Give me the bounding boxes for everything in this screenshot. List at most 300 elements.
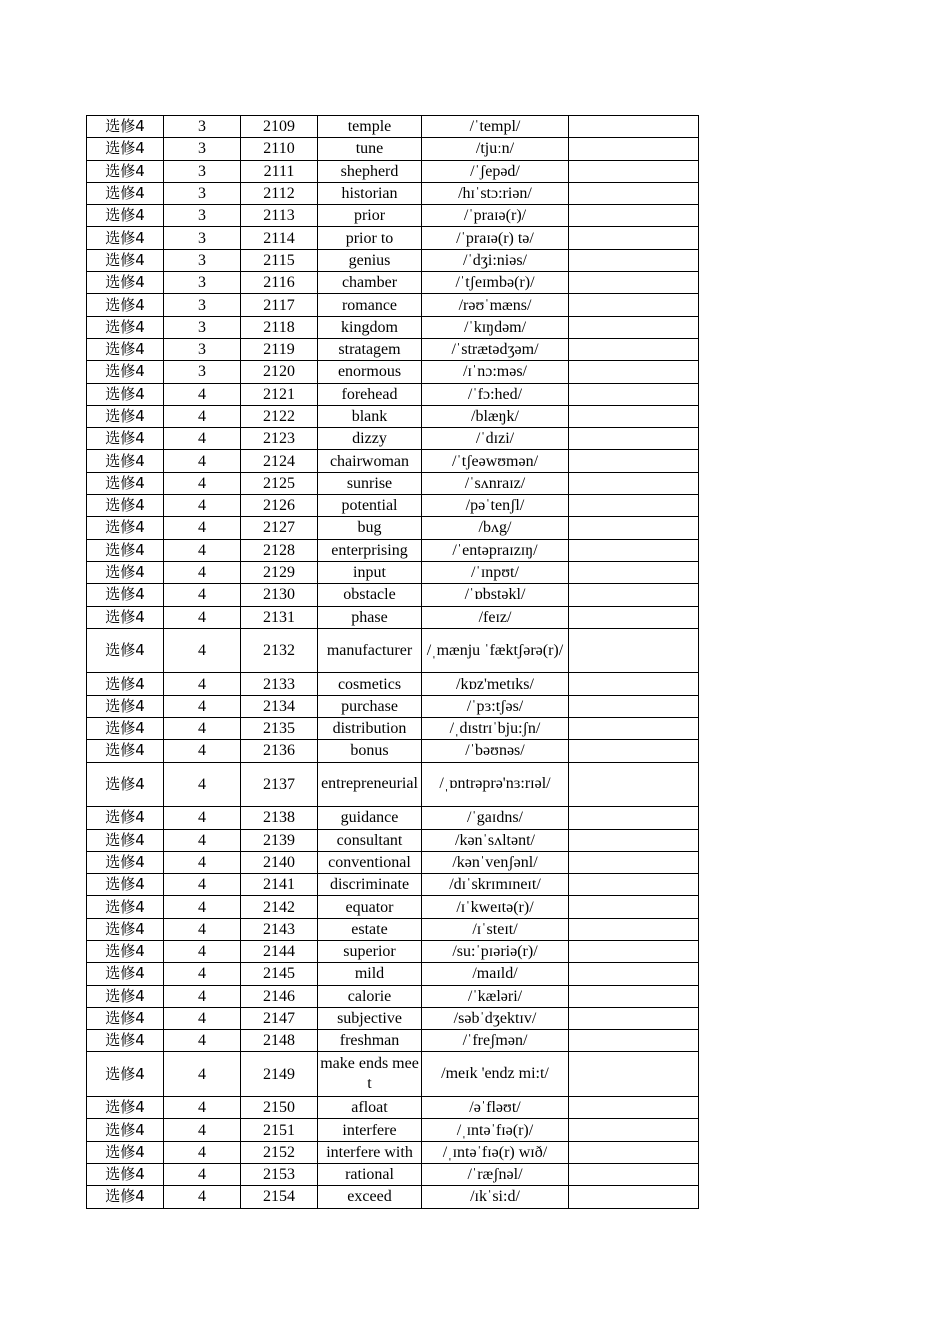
word-cell: mild [318,963,422,985]
note-cell [569,450,699,472]
phonetic-cell: /ˈpraɪə(r) tə/ [422,227,569,249]
word-number-cell: 2115 [241,249,318,271]
word-number-cell: 2145 [241,963,318,985]
word-cell: superior [318,940,422,962]
word-cell: bug [318,517,422,539]
word-number-cell: 2146 [241,985,318,1007]
word-cell: entrepreneurial [318,762,422,807]
book-cell: 选修4 [87,383,164,405]
word-number-cell: 2113 [241,205,318,227]
book-cell: 选修4 [87,450,164,472]
unit-cell: 4 [164,762,241,807]
word-cell: stratagem [318,338,422,360]
book-cell: 选修4 [87,851,164,873]
table-row [87,628,699,673]
note-cell [569,762,699,807]
table-row [87,272,699,294]
word-cell: blank [318,405,422,427]
note-cell [569,1097,699,1119]
phonetic-cell: /ˈbəʊnəs/ [422,740,569,762]
unit-cell: 3 [164,361,241,383]
phonetic-cell: /rəʊˈmæns/ [422,294,569,316]
note-cell [569,918,699,940]
phonetic-cell: /ˌɒntrəprə'nɜ:rɪəl/ [422,762,569,807]
word-cell: rational [318,1163,422,1185]
unit-cell: 4 [164,1163,241,1185]
table-row [87,316,699,338]
phonetic-cell: /əˈfləʊt/ [422,1097,569,1119]
table-row [87,918,699,940]
phonetic-cell: /dɪˈskrɪmɪneɪt/ [422,874,569,896]
unit-cell: 3 [164,138,241,160]
note-cell [569,1030,699,1052]
table-row [87,1141,699,1163]
table-row [87,517,699,539]
table-row [87,539,699,561]
book-cell: 选修4 [87,762,164,807]
book-cell: 选修4 [87,1141,164,1163]
word-cell: afloat [318,1097,422,1119]
unit-cell: 4 [164,874,241,896]
word-cell: cosmetics [318,673,422,695]
phonetic-cell: /ˈtʃeɪmbə(r)/ [422,272,569,294]
note-cell [569,294,699,316]
word-cell: make ends meet [318,1052,422,1097]
table-row [87,874,699,896]
word-number-cell: 2128 [241,539,318,561]
unit-cell: 4 [164,450,241,472]
table-row [87,740,699,762]
book-cell: 选修4 [87,1186,164,1208]
unit-cell: 3 [164,294,241,316]
phonetic-cell: /ɪˈnɔ:məs/ [422,361,569,383]
note-cell [569,606,699,628]
note-cell [569,1119,699,1141]
phonetic-cell: /kɒz'metɪks/ [422,673,569,695]
note-cell [569,116,699,138]
word-cell: exceed [318,1186,422,1208]
book-cell: 选修4 [87,1052,164,1097]
phonetic-cell: /ɪˈkweɪtə(r)/ [422,896,569,918]
note-cell [569,316,699,338]
word-number-cell: 2152 [241,1141,318,1163]
unit-cell: 4 [164,383,241,405]
phonetic-cell: /tjuːn/ [422,138,569,160]
word-number-cell: 2118 [241,316,318,338]
table-row [87,695,699,717]
note-cell [569,249,699,271]
word-number-cell: 2148 [241,1030,318,1052]
book-cell: 选修4 [87,1007,164,1029]
book-cell: 选修4 [87,405,164,427]
table-row [87,1186,699,1208]
book-cell: 选修4 [87,896,164,918]
table-row [87,896,699,918]
word-number-cell: 2114 [241,227,318,249]
table-row [87,762,699,807]
word-cell: romance [318,294,422,316]
word-cell: tune [318,138,422,160]
word-number-cell: 2119 [241,338,318,360]
book-cell: 选修4 [87,628,164,673]
book-cell: 选修4 [87,807,164,829]
table-row [87,829,699,851]
table-row [87,249,699,271]
word-number-cell: 2122 [241,405,318,427]
unit-cell: 4 [164,1052,241,1097]
note-cell [569,361,699,383]
book-cell: 选修4 [87,584,164,606]
unit-cell: 4 [164,539,241,561]
phonetic-cell: /su:ˈpɪəriə(r)/ [422,940,569,962]
unit-cell: 4 [164,405,241,427]
unit-cell: 4 [164,1030,241,1052]
word-cell: sunrise [318,472,422,494]
phonetic-cell: /səbˈdʒektɪv/ [422,1007,569,1029]
word-number-cell: 2154 [241,1186,318,1208]
book-cell: 选修4 [87,116,164,138]
note-cell [569,517,699,539]
phonetic-cell: /ˈɪnpʊt/ [422,561,569,583]
table-row [87,205,699,227]
word-number-cell: 2151 [241,1119,318,1141]
word-cell: enormous [318,361,422,383]
phonetic-cell: /ˈentəpraɪzɪŋ/ [422,539,569,561]
word-number-cell: 2134 [241,695,318,717]
phonetic-cell: /pəˈtenʃl/ [422,495,569,517]
phonetic-cell: /ˈdɪzi/ [422,428,569,450]
word-cell: potential [318,495,422,517]
word-cell: distribution [318,718,422,740]
book-cell: 选修4 [87,539,164,561]
phonetic-cell: /meɪk 'endz mi:t/ [422,1052,569,1097]
word-cell: input [318,561,422,583]
phonetic-cell: /ˈkæləri/ [422,985,569,1007]
book-cell: 选修4 [87,918,164,940]
phonetic-cell: /ˈpraɪə(r)/ [422,205,569,227]
word-number-cell: 2144 [241,940,318,962]
phonetic-cell: /ˈstrætədʒəm/ [422,338,569,360]
unit-cell: 4 [164,606,241,628]
word-number-cell: 2143 [241,918,318,940]
note-cell [569,718,699,740]
table-row [87,1119,699,1141]
note-cell [569,673,699,695]
table-row [87,851,699,873]
note-cell [569,272,699,294]
table-row [87,606,699,628]
word-number-cell: 2123 [241,428,318,450]
phonetic-cell: /ˈkɪŋdəm/ [422,316,569,338]
word-number-cell: 2149 [241,1052,318,1097]
note-cell [569,1007,699,1029]
phonetic-cell: /kənˈvenʃənl/ [422,851,569,873]
table-row [87,472,699,494]
unit-cell: 3 [164,182,241,204]
book-cell: 选修4 [87,361,164,383]
book-cell: 选修4 [87,874,164,896]
book-cell: 选修4 [87,160,164,182]
book-cell: 选修4 [87,272,164,294]
phonetic-cell: /ˌɪntəˈfɪə(r)/ [422,1119,569,1141]
word-number-cell: 2135 [241,718,318,740]
unit-cell: 4 [164,829,241,851]
book-cell: 选修4 [87,829,164,851]
table-row [87,1163,699,1185]
note-cell [569,539,699,561]
word-cell: prior to [318,227,422,249]
word-cell: consultant [318,829,422,851]
word-number-cell: 2110 [241,138,318,160]
unit-cell: 3 [164,160,241,182]
word-cell: dizzy [318,428,422,450]
unit-cell: 4 [164,495,241,517]
word-cell: chamber [318,272,422,294]
unit-cell: 4 [164,851,241,873]
table-row [87,450,699,472]
unit-cell: 4 [164,517,241,539]
note-cell [569,1163,699,1185]
phonetic-cell: /ˈtʃeəwʊmən/ [422,450,569,472]
unit-cell: 4 [164,1119,241,1141]
word-cell: conventional [318,851,422,873]
word-cell: prior [318,205,422,227]
note-cell [569,138,699,160]
word-cell: guidance [318,807,422,829]
phonetic-cell: /kənˈsʌltənt/ [422,829,569,851]
book-cell: 选修4 [87,940,164,962]
note-cell [569,851,699,873]
note-cell [569,940,699,962]
book-cell: 选修4 [87,182,164,204]
note-cell [569,1186,699,1208]
book-cell: 选修4 [87,963,164,985]
table-row [87,116,699,138]
note-cell [569,829,699,851]
table-row [87,963,699,985]
book-cell: 选修4 [87,428,164,450]
table-row [87,405,699,427]
note-cell [569,182,699,204]
unit-cell: 4 [164,584,241,606]
word-cell: phase [318,606,422,628]
note-cell [569,985,699,1007]
word-cell: equator [318,896,422,918]
note-cell [569,1052,699,1097]
table-row [87,182,699,204]
book-cell: 选修4 [87,472,164,494]
phonetic-cell: /ˈʃepəd/ [422,160,569,182]
word-number-cell: 2132 [241,628,318,673]
unit-cell: 4 [164,472,241,494]
word-cell: forehead [318,383,422,405]
table-row [87,361,699,383]
word-number-cell: 2129 [241,561,318,583]
phonetic-cell: /maɪld/ [422,963,569,985]
note-cell [569,561,699,583]
word-number-cell: 2138 [241,807,318,829]
unit-cell: 4 [164,1186,241,1208]
table-row [87,1052,699,1097]
word-cell: estate [318,918,422,940]
word-cell: historian [318,182,422,204]
note-cell [569,740,699,762]
table-row [87,1030,699,1052]
phonetic-cell: /ˈgaɪdns/ [422,807,569,829]
word-cell: manufacturer [318,628,422,673]
phonetic-cell: /ˌdɪstrɪˈbju:ʃn/ [422,718,569,740]
word-number-cell: 2130 [241,584,318,606]
table-row [87,428,699,450]
book-cell: 选修4 [87,695,164,717]
unit-cell: 4 [164,963,241,985]
word-number-cell: 2137 [241,762,318,807]
table-row [87,940,699,962]
unit-cell: 4 [164,1007,241,1029]
phonetic-cell: /ˈpɜ:tʃəs/ [422,695,569,717]
table-row [87,1097,699,1119]
book-cell: 选修4 [87,338,164,360]
word-cell: chairwoman [318,450,422,472]
unit-cell: 4 [164,918,241,940]
book-cell: 选修4 [87,138,164,160]
book-cell: 选修4 [87,205,164,227]
unit-cell: 3 [164,227,241,249]
unit-cell: 4 [164,1097,241,1119]
word-cell: temple [318,116,422,138]
phonetic-cell: /bʌg/ [422,517,569,539]
phonetic-cell: /hɪˈstɔ:riən/ [422,182,569,204]
phonetic-cell: /ɪˈsteɪt/ [422,918,569,940]
book-cell: 选修4 [87,517,164,539]
book-cell: 选修4 [87,495,164,517]
table-row [87,1007,699,1029]
word-cell: enterprising [318,539,422,561]
word-cell: genius [318,249,422,271]
word-number-cell: 2141 [241,874,318,896]
book-cell: 选修4 [87,249,164,271]
book-cell: 选修4 [87,294,164,316]
unit-cell: 4 [164,740,241,762]
unit-cell: 4 [164,896,241,918]
table-row [87,338,699,360]
note-cell [569,628,699,673]
table-row [87,227,699,249]
vocabulary-table [86,115,699,1209]
word-cell: interfere [318,1119,422,1141]
vocabulary-table-body [87,116,699,1209]
table-row [87,138,699,160]
word-number-cell: 2142 [241,896,318,918]
word-number-cell: 2133 [241,673,318,695]
book-cell: 选修4 [87,561,164,583]
phonetic-cell: /ˈtempl/ [422,116,569,138]
phonetic-cell: /ˈsʌnraɪz/ [422,472,569,494]
book-cell: 选修4 [87,316,164,338]
table-row [87,383,699,405]
table-row [87,807,699,829]
word-cell: interfere with [318,1141,422,1163]
table-row [87,985,699,1007]
phonetic-cell: /blæŋk/ [422,405,569,427]
word-cell: shepherd [318,160,422,182]
book-cell: 选修4 [87,740,164,762]
word-number-cell: 2150 [241,1097,318,1119]
phonetic-cell: /ˌmænju ˈfæktʃərə(r)/ [422,628,569,673]
book-cell: 选修4 [87,227,164,249]
word-cell: bonus [318,740,422,762]
word-number-cell: 2121 [241,383,318,405]
note-cell [569,405,699,427]
table-row [87,561,699,583]
table-row [87,718,699,740]
note-cell [569,428,699,450]
note-cell [569,495,699,517]
word-number-cell: 2139 [241,829,318,851]
phonetic-cell: /ˈræʃnəl/ [422,1163,569,1185]
word-number-cell: 2147 [241,1007,318,1029]
word-number-cell: 2120 [241,361,318,383]
note-cell [569,338,699,360]
unit-cell: 4 [164,940,241,962]
unit-cell: 3 [164,249,241,271]
unit-cell: 3 [164,116,241,138]
book-cell: 选修4 [87,1163,164,1185]
word-number-cell: 2136 [241,740,318,762]
table-row [87,294,699,316]
word-number-cell: 2109 [241,116,318,138]
word-number-cell: 2127 [241,517,318,539]
book-cell: 选修4 [87,1030,164,1052]
note-cell [569,807,699,829]
phonetic-cell: /ɪkˈsi:d/ [422,1186,569,1208]
unit-cell: 4 [164,985,241,1007]
note-cell [569,1141,699,1163]
word-cell: calorie [318,985,422,1007]
word-number-cell: 2116 [241,272,318,294]
word-number-cell: 2125 [241,472,318,494]
book-cell: 选修4 [87,1119,164,1141]
note-cell [569,472,699,494]
word-number-cell: 2153 [241,1163,318,1185]
unit-cell: 4 [164,718,241,740]
word-cell: discriminate [318,874,422,896]
word-cell: kingdom [318,316,422,338]
note-cell [569,160,699,182]
word-number-cell: 2131 [241,606,318,628]
phonetic-cell: /ˈdʒi:niəs/ [422,249,569,271]
table-row [87,495,699,517]
unit-cell: 4 [164,807,241,829]
unit-cell: 3 [164,272,241,294]
phonetic-cell: /ˈfreʃmən/ [422,1030,569,1052]
unit-cell: 4 [164,695,241,717]
note-cell [569,205,699,227]
word-cell: purchase [318,695,422,717]
table-row [87,160,699,182]
table-row [87,584,699,606]
unit-cell: 4 [164,428,241,450]
book-cell: 选修4 [87,985,164,1007]
unit-cell: 4 [164,561,241,583]
note-cell [569,383,699,405]
word-cell: subjective [318,1007,422,1029]
note-cell [569,227,699,249]
word-number-cell: 2124 [241,450,318,472]
note-cell [569,874,699,896]
unit-cell: 4 [164,628,241,673]
note-cell [569,584,699,606]
